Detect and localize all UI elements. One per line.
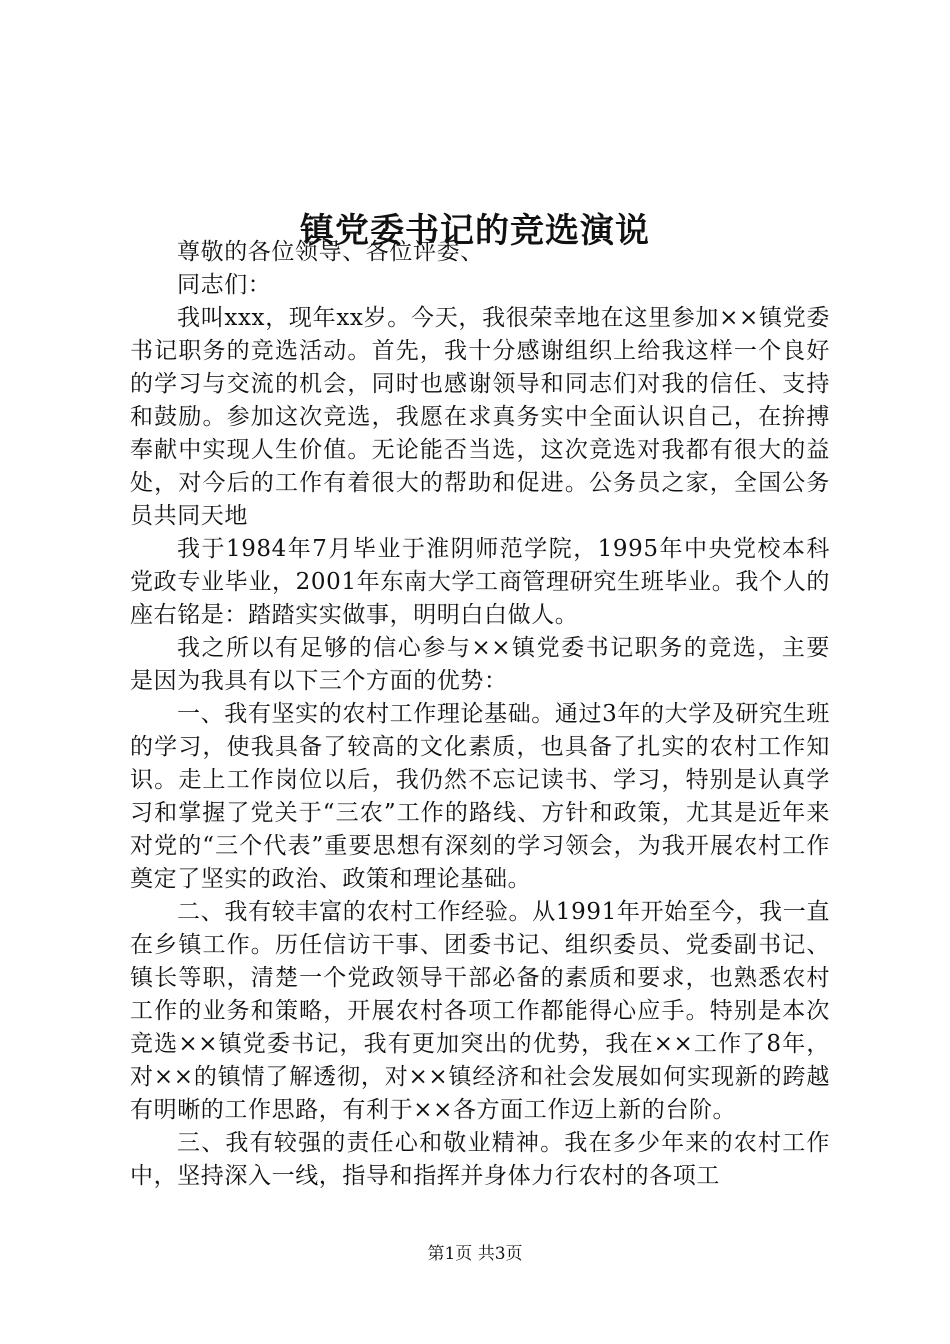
- document-title: 镇党委书记的竞选演说: [300, 210, 650, 251]
- paragraph-advantage-3: 三、我有较强的责任心和敬业精神。我在多少年来的农村工作中，坚持深入一线，指导和指挥并身体力行农村的各项工: [130, 1130, 830, 1189]
- paragraph-introduction: 我叫xxx，现年xx岁。今天，我很荣幸地在这里参加××镇党委书记职务的竞选活动。首先，我十分感谢组织上给我这样一个良好的学习与交流的机会，同时也感谢领导和同志们对我的信任、支持和鼓励。参加这次竞选，我愿在求真务实中全面认识自己，在拚搏奉献中实现人生价值。无论能否当选，这次竞选对我都有很大的益处，对今后的工作有着很大的帮助和促进。公务员之家，全国公务员共同天地: [130, 305, 830, 529]
- paragraph-background: 我于1984年7月毕业于淮阴师范学院，1995年中央党校本科党政专业毕业，2001年东南大学工商管理研究生班毕业。我个人的座右铭是：踏踏实实做事，明明白白做人。: [130, 536, 830, 628]
- paragraph-advantage-1: 一、我有坚实的农村工作理论基础。通过3年的大学及研究生班的学习，使我具备了较高的文化素质，也具备了扎实的农村工作知识。走上工作岗位以后，我仍然不忘记读书、学习，特别是认真学习和掌握了党关于“三农”工作的路线、方针和政策，尤其是近年来对党的“三个代表”重要思想有深刻的学习领会，为我开展农村工作奠定了坚实的政治、政策和理论基础。: [130, 701, 830, 892]
- salutation-line-2: 同志们：: [177, 272, 272, 298]
- paragraph-advantage-2: 二、我有较丰富的农村工作经验。从1991年开始至今，我一直在乡镇工作。历任信访干事、团委书记、组织委员、党委副书记、镇长等职，清楚一个党政领导干部必备的素质和要求，也熟悉农村工作的业务和策略，开展农村各项工作都能得心应手。特别是本次竞选××镇党委书记，我有更加突出的优势，我在××工作了8年，对××的镇情了解透彻，对××镇经济和社会发展如何实现新的跨越有明晰的工作思路，有利于××各方面工作迈上新的台阶。: [130, 899, 830, 1123]
- page-number-footer: 第1页 共3页: [427, 1244, 523, 1264]
- paragraph-advantages-intro: 我之所以有足够的信心参与××镇党委书记职务的竞选，主要是因为我具有以下三个方面的优势：: [130, 635, 830, 694]
- document-body: [130, 236, 830, 1193]
- salutation-line-1: 尊敬的各位领导、各位评委、: [177, 239, 484, 265]
